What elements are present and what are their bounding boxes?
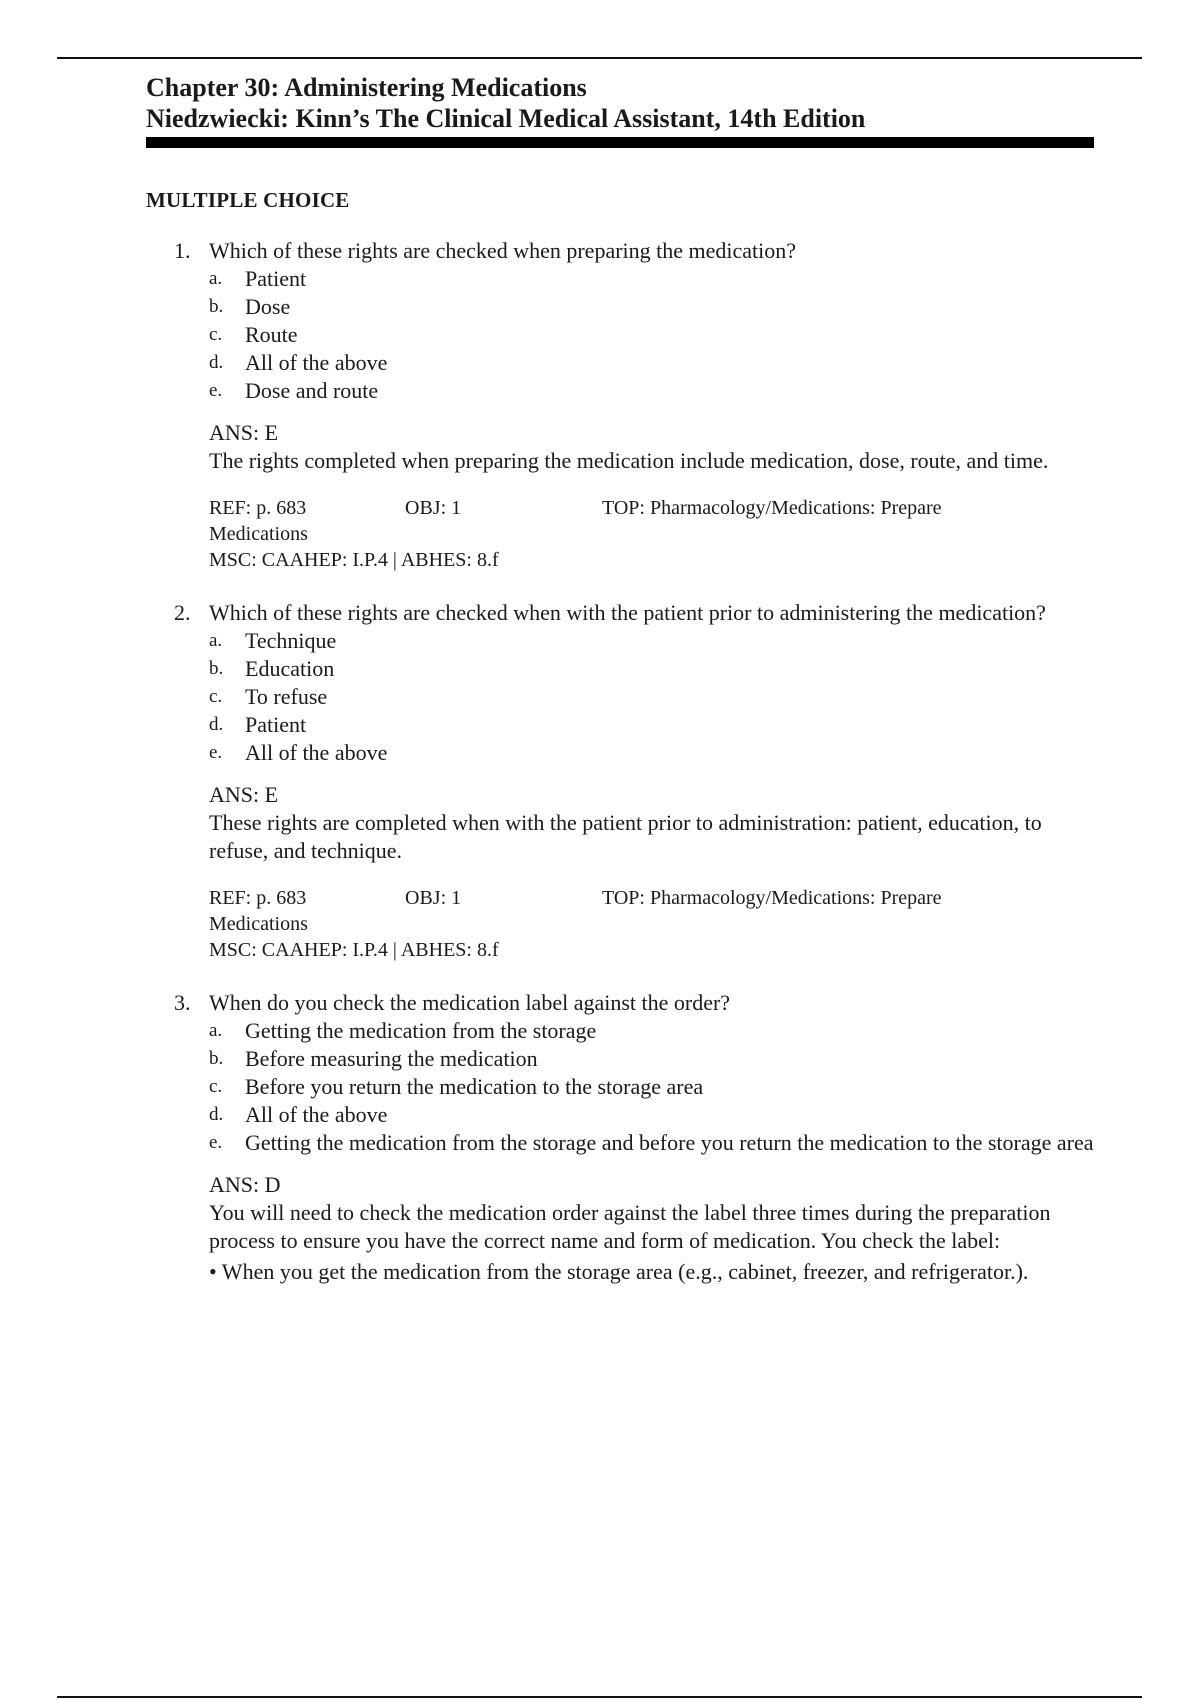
option-letter: c. bbox=[209, 1076, 223, 1097]
option-text: Education bbox=[245, 656, 335, 681]
option-text: Dose bbox=[245, 294, 291, 319]
top-continuation: Medications bbox=[209, 913, 308, 935]
option-text: Before measuring the medication bbox=[245, 1046, 538, 1071]
option-letter: a. bbox=[209, 268, 223, 289]
question-text: Which of these rights are checked when with the patient prior to administering the medication? bbox=[209, 600, 1046, 625]
rationale: The rights completed when preparing the medication include medication, dose, route, and time. bbox=[209, 448, 1049, 473]
option-letter: d. bbox=[209, 714, 224, 735]
answer-options bbox=[209, 265, 1096, 405]
option-a bbox=[209, 1017, 1096, 1045]
option-e bbox=[209, 1129, 1096, 1157]
option-letter: b. bbox=[209, 1048, 224, 1069]
option-c bbox=[209, 683, 1096, 711]
question-number: 3. bbox=[174, 990, 191, 1015]
rationale: These rights are completed when with the patient prior to administration: patient, education, to refuse, and technique. bbox=[209, 810, 1042, 863]
obj-label: OBJ: 1 bbox=[405, 497, 462, 519]
option-text: To refuse bbox=[245, 684, 328, 709]
question-number: 2. bbox=[174, 600, 191, 625]
chapter-title: Chapter 30: Administering Medications bbox=[146, 73, 587, 102]
option-text: Getting the medication from the storage bbox=[245, 1018, 597, 1043]
ref-label: REF: p. 683 bbox=[209, 497, 307, 519]
option-a bbox=[209, 627, 1096, 655]
question-text: Which of these rights are checked when preparing the medication? bbox=[209, 238, 797, 263]
option-e bbox=[209, 739, 1096, 767]
option-letter: a. bbox=[209, 1020, 223, 1041]
top-continuation: Medications bbox=[209, 523, 308, 545]
ref-label: REF: p. 683 bbox=[209, 887, 307, 909]
question-3 bbox=[146, 989, 1096, 1286]
option-letter: d. bbox=[209, 1104, 224, 1125]
option-d bbox=[209, 711, 1096, 739]
option-letter: d. bbox=[209, 352, 224, 373]
option-letter: e. bbox=[209, 742, 223, 763]
option-letter: e. bbox=[209, 380, 223, 401]
obj-label: OBJ: 1 bbox=[405, 887, 462, 909]
option-b bbox=[209, 655, 1096, 683]
bullet-item: • When you get the medication from the storage area (e.g., cabinet, freezer, and refrigerator.). bbox=[209, 1259, 1029, 1284]
question-2 bbox=[146, 599, 1096, 963]
question-list bbox=[146, 237, 1096, 1286]
option-text: Patient bbox=[245, 712, 307, 737]
section-heading: MULTIPLE CHOICE bbox=[146, 188, 350, 212]
option-e bbox=[209, 377, 1096, 405]
answer-key: ANS: E bbox=[209, 782, 279, 807]
option-c bbox=[209, 1073, 1096, 1101]
option-text: All of the above bbox=[245, 740, 388, 765]
option-text: Before you return the medication to the storage area bbox=[245, 1074, 704, 1099]
option-text: Patient bbox=[245, 266, 307, 291]
option-letter: c. bbox=[209, 686, 223, 707]
option-text: Dose and route bbox=[245, 378, 379, 403]
option-letter: a. bbox=[209, 630, 223, 651]
option-text: Technique bbox=[245, 628, 337, 653]
option-text: All of the above bbox=[245, 1102, 388, 1127]
option-letter: b. bbox=[209, 658, 224, 679]
option-b bbox=[209, 293, 1096, 321]
header-divider bbox=[146, 137, 1094, 148]
question-text: When do you check the medication label against the order? bbox=[209, 990, 731, 1015]
bottom-rule bbox=[57, 1696, 1142, 1698]
question-1 bbox=[146, 237, 1096, 573]
question-metadata bbox=[209, 495, 1096, 573]
book-title: Niedzwiecki: Kinn’s The Clinical Medical Assistant, 14th Edition bbox=[146, 104, 866, 133]
option-text: Getting the medication from the storage and before you return the medication to the storage area bbox=[245, 1130, 1094, 1155]
option-a bbox=[209, 265, 1096, 293]
option-d bbox=[209, 1101, 1096, 1129]
answer-key: ANS: D bbox=[209, 1172, 281, 1197]
question-number: 1. bbox=[174, 238, 191, 263]
top-rule bbox=[57, 57, 1142, 59]
document-page bbox=[146, 72, 1096, 1286]
answer-block bbox=[209, 781, 1096, 865]
option-text: Route bbox=[245, 322, 298, 347]
rationale: You will need to check the medication order against the label three times during the preparation process to ensure you have the correct name and form of medication. You check the label: bbox=[209, 1200, 1051, 1253]
answer-block bbox=[209, 1171, 1096, 1286]
option-text: All of the above bbox=[245, 350, 388, 375]
top-label: TOP: Pharmacology/Medications: Prepare bbox=[602, 887, 942, 909]
option-letter: c. bbox=[209, 324, 223, 345]
option-c bbox=[209, 321, 1096, 349]
top-label: TOP: Pharmacology/Medications: Prepare bbox=[602, 497, 942, 519]
answer-key: ANS: E bbox=[209, 420, 279, 445]
option-letter: e. bbox=[209, 1132, 223, 1153]
msc-label: MSC: CAAHEP: I.P.4 | ABHES: 8.f bbox=[209, 939, 499, 961]
option-b bbox=[209, 1045, 1096, 1073]
answer-options bbox=[209, 627, 1096, 767]
option-d bbox=[209, 349, 1096, 377]
answer-block bbox=[209, 419, 1096, 475]
question-metadata bbox=[209, 885, 1096, 963]
answer-options bbox=[209, 1017, 1096, 1157]
msc-label: MSC: CAAHEP: I.P.4 | ABHES: 8.f bbox=[209, 549, 499, 571]
option-letter: b. bbox=[209, 296, 224, 317]
